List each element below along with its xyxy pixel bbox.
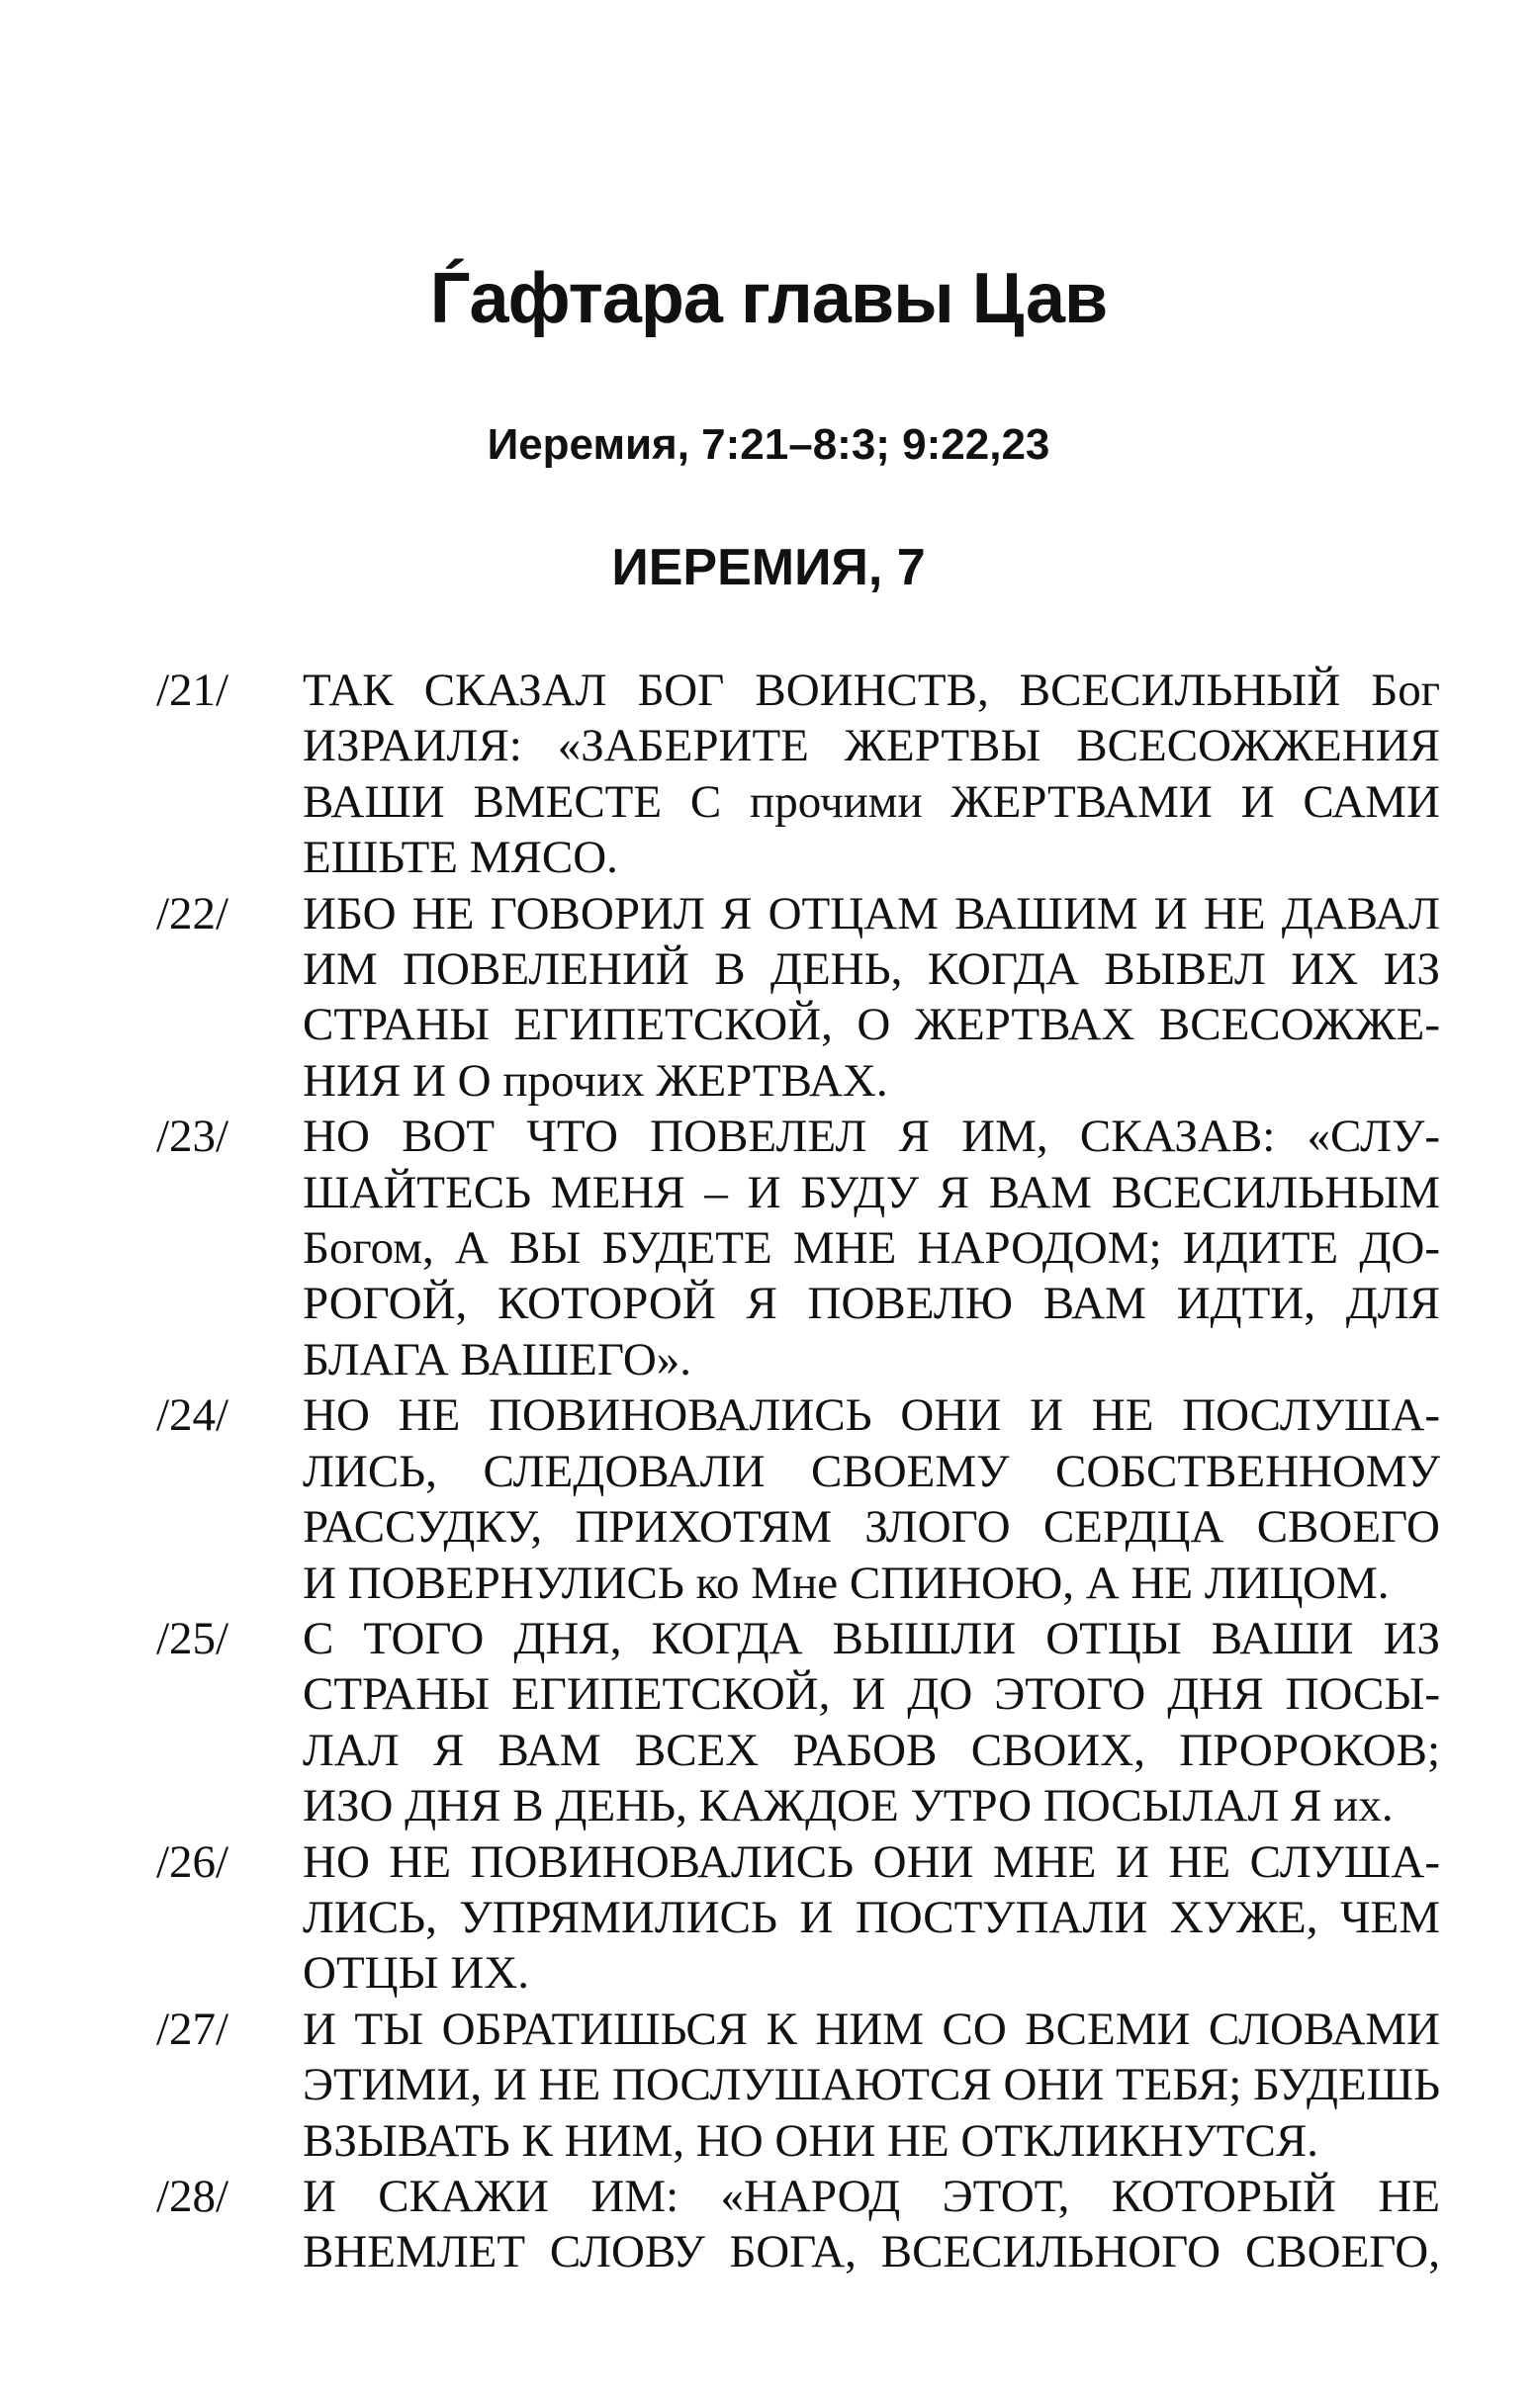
verse-line: ОТЦЫ ИХ.: [303, 1947, 529, 2000]
verse: [156, 1387, 1442, 1611]
verse-line: И ТЫ ОБРАТИШЬСЯ К НИМ СО ВСЕМИ СЛОВАМИ: [303, 2003, 1440, 2055]
verse-line: И ПОВЕРНУЛИСЬ ко Мне СПИНОЮ, А НЕ ЛИЦОМ.: [303, 1557, 1390, 1609]
verse: [156, 1834, 1442, 2002]
verse-number: /25/: [156, 1612, 229, 1664]
verse-number: /21/: [156, 665, 229, 716]
chapter-heading: ИЕРЕМИЯ, 7: [611, 539, 926, 596]
verse-list: [156, 663, 1442, 2280]
verse-line: Богом, А ВЫ БУДЕТЕ МНЕ НАРОДОМ; ИДИТЕ ДО-: [303, 1222, 1440, 1275]
verse-line: ИМ ПОВЕЛЕНИЙ В ДЕНЬ, КОГДА ВЫВЕЛ ИХ ИЗ: [303, 943, 1440, 996]
verse-line: СТРАНЫ ЕГИПЕТСКОЙ, И ДО ЭТОГО ДНЯ ПОСЫ-: [303, 1668, 1440, 1721]
verse: [156, 663, 1442, 886]
verse-line: И СКАЖИ ИМ: «НАРОД ЭТОТ, КОТОРЫЙ НЕ: [303, 2170, 1440, 2222]
verse-line: НИЯ И О прочих ЖЕРТВАХ.: [303, 1054, 888, 1107]
verse-text: [303, 1387, 1440, 1611]
verse-line: ЛИСЬ, УПРЯМИЛИСЬ И ПОСТУПАЛИ ХУЖЕ, ЧЕМ: [303, 1891, 1440, 1943]
verse: [156, 886, 1442, 1110]
verse: [156, 2169, 1442, 2280]
verse: [156, 1611, 1442, 1834]
verse-line: ЭТИМИ, И НЕ ПОСЛУШАЮТСЯ ОНИ ТЕБЯ; БУДЕШЬ: [303, 2059, 1441, 2111]
verse-number: /28/: [156, 2170, 229, 2222]
verse-line: ИЗРАИЛЯ: «ЗАБЕРИТЕ ЖЕРТВЫ ВСЕСОЖЖЕНИЯ: [303, 720, 1440, 772]
verse-text: [303, 663, 1440, 886]
verse-line: ЛАЛ Я ВАМ ВСЕХ РАБОВ СВОИХ, ПРОРОКОВ;: [303, 1724, 1440, 1776]
verse-line: ВЗЫВАТЬ К НИМ, НО ОНИ НЕ ОТКЛИКНУТСЯ.: [303, 2114, 1318, 2167]
verse-line: ИЗО ДНЯ В ДЕНЬ, КАЖДОЕ УТРО ПОСЫЛАЛ Я их.: [303, 1780, 1394, 1832]
verse-text: [303, 2002, 1440, 2169]
verse-line: СТРАНЫ ЕГИПЕТСКОЙ, О ЖЕРТВАХ ВСЕСОЖЖЕ-: [303, 999, 1440, 1051]
verse-line: НО ВОТ ЧТО ПОВЕЛЕЛ Я ИМ, СКАЗАВ: «СЛУ-: [303, 1111, 1440, 1163]
verse-line: ВАШИ ВМЕСТЕ С прочими ЖЕРТВАМИ И САМИ: [303, 775, 1440, 828]
verse-line: ТАК СКАЗАЛ БОГ ВОИНСТВ, ВСЕСИЛЬНЫЙ Бог: [303, 665, 1440, 716]
verse-line: С ТОГО ДНЯ, КОГДА ВЫШЛИ ОТЦЫ ВАШИ ИЗ: [303, 1612, 1440, 1664]
verse-line: ИБО НЕ ГОВОРИЛ Я ОТЦАМ ВАШИМ И НЕ ДАВАЛ: [303, 887, 1440, 939]
verse-number: /26/: [156, 1835, 229, 1888]
verse-text: [303, 1109, 1440, 1387]
verse-number: /22/: [156, 887, 229, 939]
verse-line: ВНЕМЛЕТ СЛОВУ БОГА, ВСЕСИЛЬНОГО СВОЕГО,: [303, 2226, 1440, 2278]
verse-text: [303, 1834, 1440, 2002]
verse: [156, 2002, 1442, 2169]
page-title: Ѓафтара главы Цав: [429, 259, 1108, 338]
verse-line: РАССУДКУ, ПРИХОТЯМ ЗЛОГО СЕРДЦА СВОЕГО: [303, 1501, 1440, 1554]
verse-number: /27/: [156, 2003, 229, 2055]
verse-text: [303, 886, 1440, 1110]
verse-line: ШАЙТЕСЬ МЕНЯ – И БУДУ Я ВАМ ВСЕСИЛЬНЫМ: [303, 1166, 1440, 1218]
verse: [156, 1109, 1442, 1387]
verse-line: БЛАГА ВАШЕГО».: [303, 1333, 692, 1385]
verse-line: РОГОЙ, КОТОРОЙ Я ПОВЕЛЮ ВАМ ИДТИ, ДЛЯ: [303, 1278, 1440, 1330]
verse-line: НО НЕ ПОВИНОВАЛИСЬ ОНИ И НЕ ПОСЛУША-: [303, 1389, 1440, 1442]
verse-text: [303, 1611, 1440, 1834]
verse-number: /23/: [156, 1111, 229, 1163]
verse-text: [303, 2169, 1440, 2280]
verse-number: /24/: [156, 1389, 229, 1442]
verse-line: ЛИСЬ, СЛЕДОВАЛИ СВОЕМУ СОБСТВЕННОМУ: [303, 1445, 1440, 1497]
page-subtitle: Иеремия, 7:21–8:3; 9:22,23: [487, 420, 1050, 469]
verse-line: ЕШЬТЕ МЯСО.: [303, 832, 618, 884]
verse-line: НО НЕ ПОВИНОВАЛИСЬ ОНИ МНЕ И НЕ СЛУША-: [303, 1835, 1440, 1888]
